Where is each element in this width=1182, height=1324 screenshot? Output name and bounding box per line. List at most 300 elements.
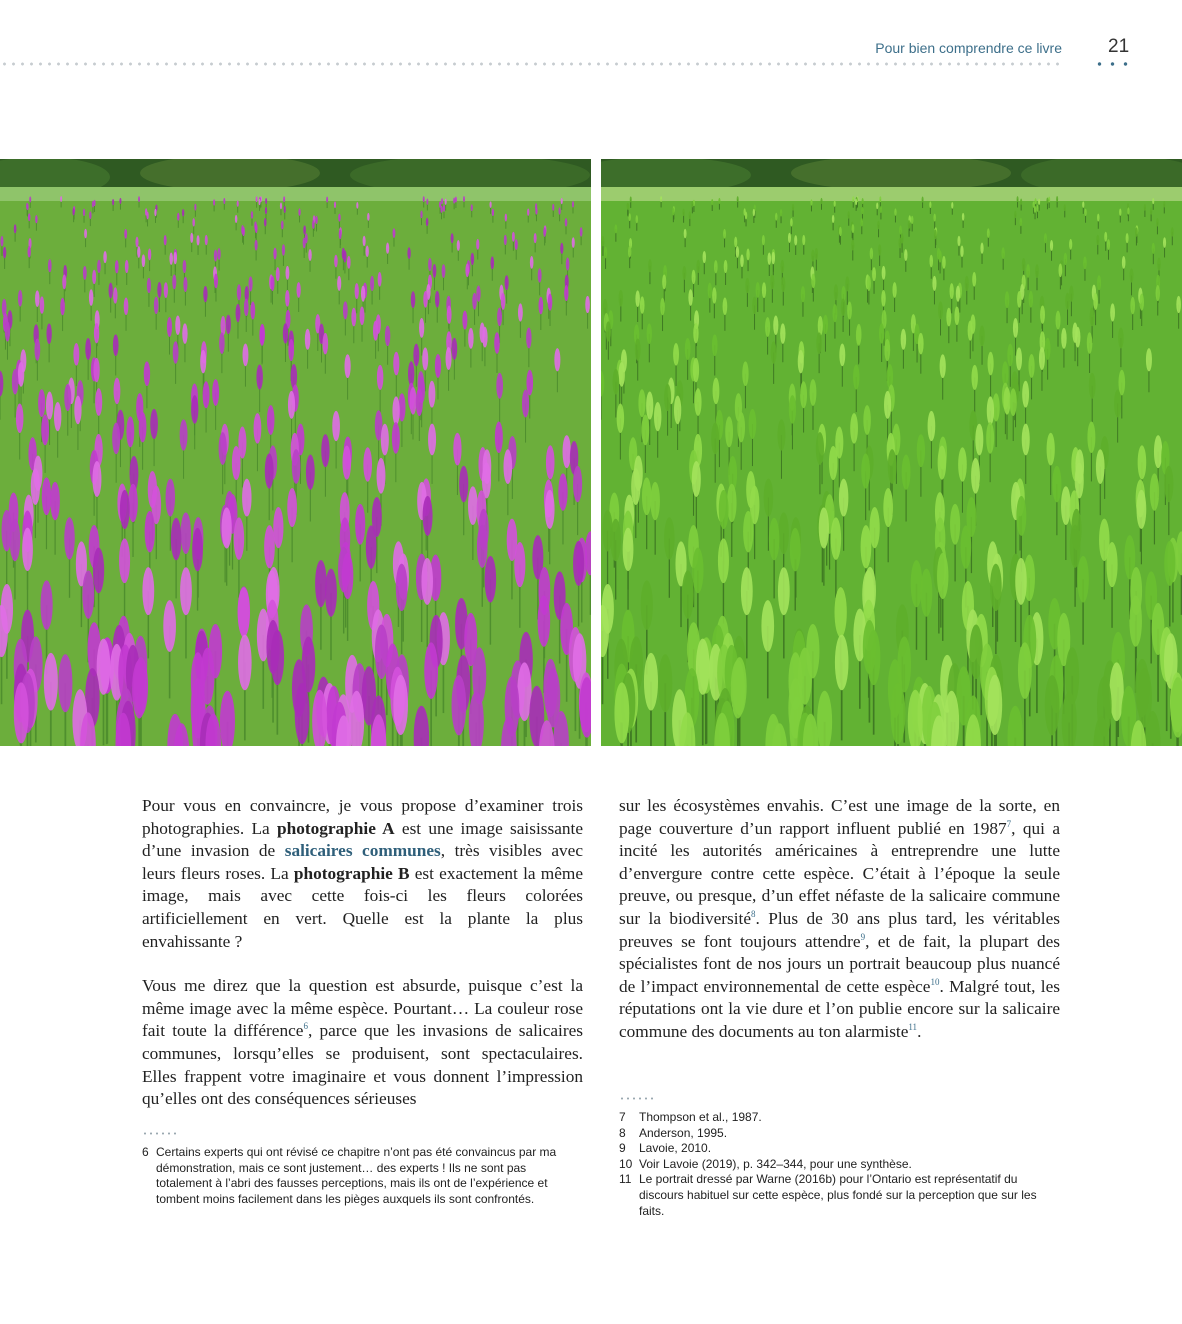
flower-spike bbox=[1017, 291, 1022, 308]
flower-spike bbox=[212, 379, 219, 406]
flower-spike bbox=[29, 196, 31, 202]
flower-spike bbox=[255, 240, 258, 251]
flower-spike bbox=[832, 215, 834, 223]
flower-spike bbox=[114, 378, 121, 405]
flower-spike bbox=[988, 352, 994, 376]
flower-spike bbox=[183, 277, 187, 292]
flower-spike bbox=[5, 321, 10, 341]
flower-spike bbox=[50, 482, 60, 520]
flower-spike bbox=[938, 301, 943, 319]
flower-spike bbox=[22, 528, 33, 572]
flower-spike bbox=[453, 433, 461, 466]
flower-spike bbox=[1034, 206, 1036, 213]
footnote-ref-6[interactable]: 6 bbox=[303, 1021, 308, 1032]
flower-spike bbox=[712, 287, 716, 303]
flower-spike bbox=[182, 209, 184, 216]
flower-spike bbox=[60, 298, 65, 316]
flower-spike bbox=[535, 207, 537, 214]
flower-spike bbox=[92, 201, 94, 208]
flower-spike bbox=[635, 339, 641, 361]
flower-spike bbox=[150, 409, 158, 439]
flower-spike bbox=[867, 276, 871, 291]
flower-spike bbox=[292, 449, 301, 484]
flower-spike bbox=[112, 423, 120, 455]
flower-spike bbox=[408, 361, 414, 386]
flower-spike bbox=[455, 197, 457, 203]
flower-spike bbox=[545, 490, 555, 529]
flower-spike bbox=[234, 517, 244, 559]
flower-spike bbox=[1046, 198, 1048, 204]
flower-spike bbox=[58, 654, 72, 712]
flower-spike bbox=[674, 396, 681, 425]
footnote-ref-7[interactable]: 7 bbox=[1006, 818, 1012, 829]
flower-spike bbox=[1007, 344, 1013, 367]
flower-spike bbox=[794, 235, 797, 245]
flower-spike bbox=[238, 587, 250, 637]
flower-spike bbox=[1052, 466, 1061, 503]
footnote-ref-10[interactable]: 10 bbox=[930, 976, 940, 987]
flower-spike bbox=[366, 525, 377, 568]
flower-spike bbox=[120, 490, 130, 529]
flower-spike bbox=[988, 675, 1003, 735]
flower-spike bbox=[235, 215, 237, 223]
flower-spike bbox=[1157, 258, 1161, 271]
flower-spike bbox=[192, 218, 195, 227]
flower-spike bbox=[1038, 199, 1040, 205]
flower-spike bbox=[877, 221, 880, 230]
flower-spike bbox=[648, 259, 652, 272]
flower-spike bbox=[167, 317, 172, 337]
flower-spike bbox=[1171, 227, 1174, 237]
flower-spike bbox=[1003, 387, 1010, 415]
flower-spike bbox=[119, 198, 121, 204]
flower-spike bbox=[534, 233, 537, 243]
flower-spike bbox=[920, 569, 932, 617]
flower-spike bbox=[428, 424, 436, 456]
text-run: , et de fait, la plupart des spécialistes font de nos jours un portrait beaucoup plus nuancé de l’impact environnemental de cette espèce bbox=[619, 931, 1060, 996]
flower-spike bbox=[552, 204, 554, 211]
flower-spike bbox=[463, 196, 465, 202]
footnote-number: 6 bbox=[142, 1145, 149, 1159]
flower-spike bbox=[664, 384, 671, 411]
footnote-10 bbox=[619, 1157, 1059, 1173]
flower-spike bbox=[1022, 424, 1030, 456]
flower-spike bbox=[526, 370, 533, 396]
flower-spike bbox=[103, 251, 106, 263]
flower-spike bbox=[72, 208, 74, 215]
flower-spike bbox=[174, 252, 177, 264]
flower-spike bbox=[723, 229, 726, 239]
flower-spike bbox=[342, 553, 353, 599]
flower-spike bbox=[956, 286, 960, 302]
flower-spike bbox=[631, 468, 640, 505]
flower-spike bbox=[811, 250, 814, 262]
flower-spike bbox=[724, 260, 728, 273]
flower-spike bbox=[428, 381, 435, 408]
flower-spike bbox=[848, 211, 850, 219]
flower-spike bbox=[960, 246, 963, 258]
footnote-ref-8[interactable]: 8 bbox=[751, 909, 756, 920]
flower-spike bbox=[347, 256, 351, 269]
flower-spike bbox=[800, 381, 807, 408]
flower-spike bbox=[546, 445, 555, 479]
flower-spike bbox=[197, 235, 200, 245]
flower-spike bbox=[811, 273, 815, 288]
footnote-number: 9 bbox=[619, 1141, 626, 1156]
flower-spike bbox=[285, 290, 289, 307]
flower-spike bbox=[628, 213, 630, 221]
footnote-ref-11[interactable]: 11 bbox=[908, 1022, 918, 1033]
flower-spike bbox=[1028, 354, 1034, 378]
flower-spike bbox=[93, 547, 104, 593]
flower-spike bbox=[845, 276, 849, 291]
flower-spike bbox=[853, 364, 859, 389]
flower-spike bbox=[113, 287, 117, 303]
flower-spike bbox=[35, 290, 39, 307]
flower-spike bbox=[1087, 422, 1095, 454]
text-run: . bbox=[917, 1021, 922, 1041]
flower-spike bbox=[128, 484, 138, 523]
flower-spike bbox=[194, 204, 196, 211]
flower-spike bbox=[124, 229, 127, 239]
flower-spike bbox=[548, 294, 553, 311]
flower-spike bbox=[173, 341, 179, 363]
flower-spike bbox=[1058, 263, 1062, 277]
flower-spike bbox=[1096, 235, 1099, 245]
body-column-right bbox=[619, 795, 1060, 1044]
flower-spike bbox=[727, 484, 737, 523]
flower-spike bbox=[182, 323, 187, 343]
flower-spike bbox=[610, 519, 621, 562]
flower-spike bbox=[855, 199, 857, 205]
flower-spike bbox=[505, 275, 509, 290]
flower-spike bbox=[816, 332, 822, 353]
flower-spike bbox=[112, 199, 114, 205]
flower-spike bbox=[1064, 204, 1066, 211]
flower-spike bbox=[451, 338, 457, 360]
flower-spike bbox=[835, 587, 847, 637]
flower-spike bbox=[217, 248, 220, 260]
flower-spike bbox=[1018, 642, 1032, 699]
paragraph bbox=[142, 795, 583, 953]
flower-spike bbox=[823, 315, 828, 334]
flower-spike bbox=[377, 365, 383, 390]
flower-spike bbox=[443, 205, 445, 212]
flower-spike bbox=[979, 326, 984, 347]
footnote-7 bbox=[619, 1110, 1059, 1126]
flower-spike bbox=[497, 308, 502, 327]
flower-spike bbox=[422, 347, 428, 370]
flower-spike bbox=[790, 218, 793, 227]
flower-spike bbox=[219, 332, 225, 353]
flower-spike bbox=[360, 307, 365, 326]
flower-spike bbox=[1044, 233, 1047, 243]
flower-spike bbox=[962, 213, 964, 221]
flower-spike bbox=[1075, 327, 1080, 348]
header-dotted-rule bbox=[0, 62, 1062, 66]
flower-spike bbox=[14, 224, 17, 233]
flower-spike bbox=[560, 243, 563, 254]
flower-spike bbox=[1036, 205, 1038, 212]
flower-spike bbox=[975, 424, 983, 456]
flower-spike bbox=[762, 282, 766, 298]
flower-spike bbox=[315, 216, 318, 224]
flower-spike bbox=[284, 206, 286, 213]
flower-spike bbox=[818, 316, 823, 336]
flower-spike bbox=[413, 344, 419, 367]
flower-spike bbox=[741, 567, 753, 615]
text-run: est exactement la même image, mais avec cette fois-ci les fleurs colorées artificiellement en vert. Quelle est la plante la plus envahissante ? bbox=[142, 863, 583, 951]
flower-spike bbox=[765, 317, 770, 337]
text-run: est une image saisissante d’une invasion de bbox=[142, 818, 583, 861]
flower-spike bbox=[476, 286, 480, 302]
flower-spike bbox=[753, 209, 755, 216]
flower-spike bbox=[1118, 327, 1123, 348]
flower-spike bbox=[392, 422, 400, 454]
flower-spike bbox=[435, 291, 440, 308]
flower-spike bbox=[1114, 390, 1121, 418]
flower-spike bbox=[477, 525, 488, 568]
flower-spike bbox=[771, 341, 777, 363]
text-run: Vous me direz que la question est absurde, puisque c’est la même image avec la même espèce. Pourtant… La couleur rose fait toute la différence bbox=[142, 976, 583, 1041]
flower-spike bbox=[1035, 198, 1037, 204]
flower-spike bbox=[26, 203, 28, 210]
flower-spike bbox=[623, 528, 634, 572]
flower-spike bbox=[447, 305, 452, 323]
flower-spike bbox=[829, 446, 838, 480]
flower-spike bbox=[691, 201, 693, 208]
flower-spike bbox=[472, 293, 477, 310]
flower-spike bbox=[619, 290, 623, 307]
flower-spike bbox=[251, 211, 253, 219]
flower-spike bbox=[1083, 256, 1087, 269]
flower-spike bbox=[1082, 201, 1084, 208]
flower-spike bbox=[219, 432, 227, 465]
flower-spike bbox=[604, 247, 607, 259]
flower-spike bbox=[761, 600, 774, 652]
flower-spike bbox=[512, 232, 515, 242]
flower-spike bbox=[1152, 243, 1155, 254]
flower-spike bbox=[226, 315, 231, 334]
flower-spike bbox=[938, 445, 947, 479]
flower-spike bbox=[780, 323, 785, 343]
flower-spike bbox=[867, 630, 880, 685]
flower-spike bbox=[810, 199, 812, 205]
flower-spike bbox=[84, 229, 87, 239]
flower-spike bbox=[44, 653, 58, 711]
flower-spike bbox=[35, 215, 38, 223]
flower-spike bbox=[834, 200, 836, 206]
flower-spike bbox=[34, 339, 40, 361]
flower-spike bbox=[573, 541, 584, 586]
flower-spike bbox=[164, 282, 168, 298]
flower-spike bbox=[640, 296, 645, 313]
flower-spike bbox=[1040, 305, 1045, 323]
flower-spike bbox=[283, 196, 285, 202]
flower-spike bbox=[288, 339, 294, 361]
flower-spike bbox=[1016, 347, 1022, 370]
flower-spike bbox=[833, 304, 838, 322]
flower-spike bbox=[951, 202, 953, 209]
flower-spike bbox=[627, 203, 629, 210]
flower-spike bbox=[181, 512, 191, 554]
flower-spike bbox=[113, 334, 119, 356]
flower-spike bbox=[92, 270, 96, 284]
flower-spike bbox=[971, 365, 977, 390]
flower-spike bbox=[326, 197, 328, 203]
footnote-text: Voir Lavoie (2019), p. 342–344, pour une synthèse. bbox=[639, 1156, 912, 1171]
flower-spike bbox=[780, 260, 784, 273]
flower-spike bbox=[870, 248, 873, 260]
flower-spike bbox=[1138, 445, 1147, 479]
flower-spike bbox=[1070, 525, 1081, 568]
flower-spike bbox=[426, 199, 428, 205]
flower-spike bbox=[642, 477, 651, 515]
flower-spike bbox=[538, 268, 542, 282]
footnote-9 bbox=[619, 1141, 1059, 1157]
flower-spike bbox=[312, 220, 315, 229]
flower-spike bbox=[205, 235, 208, 245]
flower-spike bbox=[164, 235, 167, 245]
page-number-dots bbox=[1093, 62, 1133, 66]
flower-spike bbox=[276, 267, 280, 281]
flower-spike bbox=[89, 211, 91, 219]
flower-spike bbox=[641, 415, 649, 446]
flower-spike bbox=[392, 396, 399, 425]
flower-spike bbox=[929, 201, 931, 208]
flower-spike bbox=[891, 683, 906, 744]
flower-spike bbox=[287, 488, 297, 527]
flower-spike bbox=[283, 323, 288, 343]
flower-spike bbox=[214, 273, 218, 288]
flower-spike bbox=[638, 389, 645, 417]
flower-spike bbox=[441, 198, 443, 204]
flower-spike bbox=[237, 284, 241, 300]
flower-spike bbox=[1048, 197, 1050, 203]
flower-spike bbox=[139, 412, 147, 442]
flower-spike bbox=[762, 235, 765, 245]
flower-spike bbox=[297, 282, 301, 298]
flower-spike bbox=[282, 244, 285, 255]
footnote-ref-9[interactable]: 9 bbox=[860, 931, 866, 942]
flower-spike bbox=[1110, 303, 1115, 321]
flower-spike bbox=[892, 282, 896, 298]
flower-spike bbox=[288, 391, 295, 419]
flower-spike bbox=[862, 198, 864, 204]
flower-spike bbox=[740, 254, 744, 267]
flower-spike bbox=[411, 291, 416, 308]
flower-spike bbox=[255, 224, 258, 233]
flower-spike bbox=[839, 479, 848, 517]
flower-spike bbox=[743, 511, 753, 553]
flower-spike bbox=[1176, 296, 1181, 313]
flower-spike bbox=[863, 405, 871, 435]
flower-spike bbox=[764, 479, 773, 517]
text-run: Pour vous en convaincre, je vous propose d’examiner trois photographies. La bbox=[142, 796, 583, 838]
flower-spike bbox=[482, 327, 487, 348]
flower-spike bbox=[527, 208, 529, 215]
flower-spike bbox=[1130, 268, 1134, 282]
flower-spike bbox=[879, 323, 884, 343]
footnote-number: 7 bbox=[619, 1110, 626, 1124]
flower-spike bbox=[242, 227, 245, 236]
flower-spike bbox=[295, 683, 310, 744]
flower-spike bbox=[378, 272, 382, 287]
flower-spike bbox=[1061, 486, 1071, 525]
flower-spike bbox=[1077, 556, 1089, 603]
flower-spike bbox=[373, 321, 378, 341]
flower-spike bbox=[325, 569, 337, 617]
flower-spike bbox=[673, 343, 679, 366]
flower-spike bbox=[585, 296, 590, 313]
flower-spike bbox=[323, 333, 329, 354]
flower-spike bbox=[723, 298, 728, 315]
flower-spike bbox=[778, 419, 786, 450]
flower-spike bbox=[183, 260, 187, 273]
flower-spike bbox=[433, 264, 437, 278]
flower-spike bbox=[940, 354, 946, 378]
flower-spike bbox=[132, 660, 146, 719]
flower-spike bbox=[337, 276, 341, 291]
flower-spike bbox=[737, 412, 745, 442]
flower-spike bbox=[563, 435, 571, 468]
flower-spike bbox=[306, 455, 315, 490]
flower-spike bbox=[249, 276, 253, 291]
text-run: , parce que les invasions de salicaires communes, lorsqu’elles se produisent, sont spectaculaires. Elles frappent votre imaginaire et vous donnent l’impression qu’elles ont des conséquences sérieuses bbox=[142, 1021, 584, 1109]
flower-spike bbox=[1061, 328, 1066, 349]
flower-spike bbox=[303, 238, 306, 249]
flower-spike bbox=[191, 395, 198, 424]
flower-spike bbox=[736, 246, 739, 258]
flower-spike bbox=[452, 675, 467, 735]
flower-spike bbox=[93, 358, 99, 382]
flower-spike bbox=[82, 570, 94, 618]
flower-spike bbox=[614, 682, 629, 743]
flower-spike bbox=[419, 318, 424, 338]
flower-spike bbox=[147, 278, 151, 293]
flower-spike bbox=[1129, 596, 1142, 647]
flower-spike bbox=[688, 289, 692, 306]
flower-spike bbox=[851, 240, 854, 251]
flower-spike bbox=[338, 214, 340, 222]
glossary-term-link[interactable]: salicaires communes bbox=[284, 841, 441, 861]
flower-spike bbox=[788, 233, 791, 243]
flower-spike bbox=[1015, 558, 1027, 605]
flower-spike bbox=[236, 304, 241, 322]
flower-spike bbox=[97, 260, 101, 273]
flower-spike bbox=[256, 364, 262, 389]
flower-spike bbox=[3, 247, 6, 259]
flower-spike bbox=[1029, 291, 1034, 308]
flower-spike bbox=[1146, 348, 1152, 371]
flower-spike bbox=[10, 519, 21, 562]
flower-spike bbox=[664, 517, 674, 559]
flower-spike bbox=[171, 518, 182, 560]
flower-spike bbox=[684, 229, 687, 239]
flower-spike bbox=[522, 390, 529, 418]
footnote-8 bbox=[619, 1126, 1059, 1142]
flower-spike bbox=[109, 283, 113, 299]
flower-spike bbox=[839, 344, 845, 367]
flower-spike bbox=[861, 525, 872, 568]
flower-spike bbox=[689, 211, 691, 219]
flower-spike bbox=[1047, 433, 1055, 466]
flower-spike bbox=[768, 252, 771, 264]
flower-spike bbox=[713, 378, 720, 405]
flower-spike bbox=[421, 558, 433, 605]
flower-spike bbox=[888, 449, 897, 484]
flower-spike bbox=[256, 196, 258, 202]
